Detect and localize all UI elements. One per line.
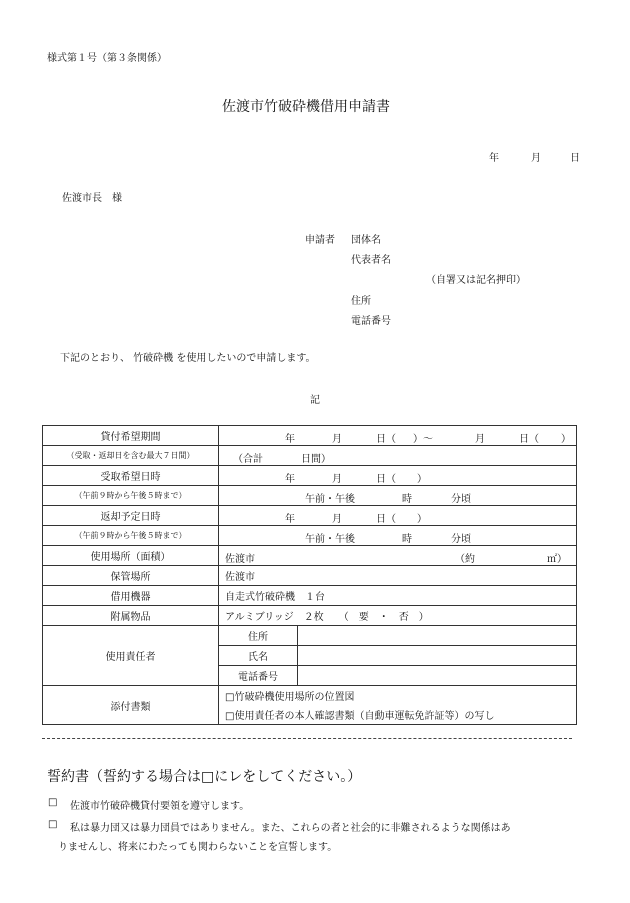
dashed-separator [42,738,572,739]
lp-total: （合計 [233,454,263,465]
loan-period-line2[interactable] [219,446,577,466]
return-line2[interactable] [219,526,577,546]
rt-hour: 時 [402,534,412,545]
use-place-area-close: ㎡） [547,554,567,565]
lp-day2: 日（ [519,434,539,445]
pickup-label: 受取希望日時 [43,466,219,486]
lp-month: 月 [332,434,342,445]
lp-month2: 月 [475,434,485,445]
pickup-line2[interactable] [219,486,577,506]
use-place-label: 使用場所（面積） [43,546,219,566]
intro-text: 下記のとおり、 竹破砕機 を使用したいので申請します。 [60,353,316,364]
pu-month: 月 [332,474,342,485]
pu-min: 分頃 [451,494,471,505]
lp-tilde: ）〜 [413,434,433,445]
org-name-label: 団体名 [351,235,381,246]
rt-min: 分頃 [451,534,471,545]
date-day: 日 [570,153,580,164]
rt-month: 月 [332,514,342,525]
application-table [42,425,577,725]
ki-heading: 記 [310,395,320,406]
address-label: 住所 [351,296,371,307]
attachment-item-1[interactable]: □竹破砕機使用場所の位置図 [219,686,577,706]
addressee: 佐渡市長 様 [62,193,122,204]
pledge-item-1: 佐渡市竹破砕機貸付要領を遵守します。 [70,801,250,812]
use-place-cell[interactable] [219,546,577,566]
rt-ampm: 午前・午後 [305,534,355,545]
date-year: 年 [489,153,499,164]
responsible-address-label: 住所 [219,626,298,646]
pledge-item-2-line-2: りませんし、将来にわたっても関わらないことを宣誓します。 [58,842,338,853]
rt-year: 年 [285,514,295,525]
responsible-label: 使用責任者 [43,626,219,686]
pu-day: 日（ [376,474,396,485]
attachments-label: 添付書類 [43,686,219,725]
date-month: 月 [531,153,541,164]
loan-period-line1[interactable] [219,426,577,446]
pledge-checkbox-2[interactable]: □ [48,819,58,830]
pledge-item-2-line-1: 私は暴力団又は暴力団員ではありません。また、これらの者と社会的に非難されるような関係はあ [70,823,511,834]
lp-close: ） [561,434,571,445]
responsible-address-field[interactable] [298,626,577,646]
signature-note: （自署又は記名押印） [426,275,526,286]
page-title: 佐渡市竹破砕機借用申請書 [222,99,390,115]
equipment-label: 借用機器 [43,586,219,606]
accessories-value[interactable]: アルミブリッジ ２枚 （ 要 ・ 否 ） [219,606,577,626]
pu-close: ） [417,474,427,485]
pu-hour: 時 [402,494,412,505]
rt-close: ） [417,514,427,525]
phone-label: 電話番号 [351,316,391,327]
pickup-line1[interactable] [219,466,577,486]
lp-days: 日間） [301,454,331,465]
form-number: 様式第１号（第３条関係） [47,53,167,64]
return-line1[interactable] [219,506,577,526]
pickup-note: （午前９時から午後５時まで） [43,486,219,506]
loan-period-label: 貸付希望期間 [43,426,219,446]
storage-value[interactable]: 佐渡市 [219,566,577,586]
return-note: （午前９時から午後５時まで） [43,526,219,546]
loan-period-note: （受取・返却日を含む最大７日間） [43,446,219,466]
pu-year: 年 [285,474,295,485]
return-label: 返却予定日時 [43,506,219,526]
responsible-name-field[interactable] [298,646,577,666]
pledge-title: 誓約書（誓約する場合は□にレをしてください。） [47,769,362,785]
use-place-area-open: （約 [455,554,475,565]
pu-ampm: 午前・午後 [305,494,355,505]
responsible-phone-field[interactable] [298,666,577,686]
equipment-value: 自走式竹破砕機 １台 [219,586,577,606]
applicant-label: 申請者 [305,235,335,246]
attachment-item-2[interactable]: □使用責任者の本人確認書類（自動車運転免許証等）の写し [219,705,577,725]
storage-label: 保管場所 [43,566,219,586]
rt-day: 日（ [376,514,396,525]
use-place-value: 佐渡市 [225,554,255,565]
accessories-label: 附属物品 [43,606,219,626]
lp-year: 年 [285,434,295,445]
lp-day: 日（ [376,434,396,445]
responsible-name-label: 氏名 [219,646,298,666]
pledge-checkbox-1[interactable]: □ [48,797,58,808]
responsible-phone-label: 電話番号 [219,666,298,686]
rep-name-label: 代表者名 [351,255,391,266]
